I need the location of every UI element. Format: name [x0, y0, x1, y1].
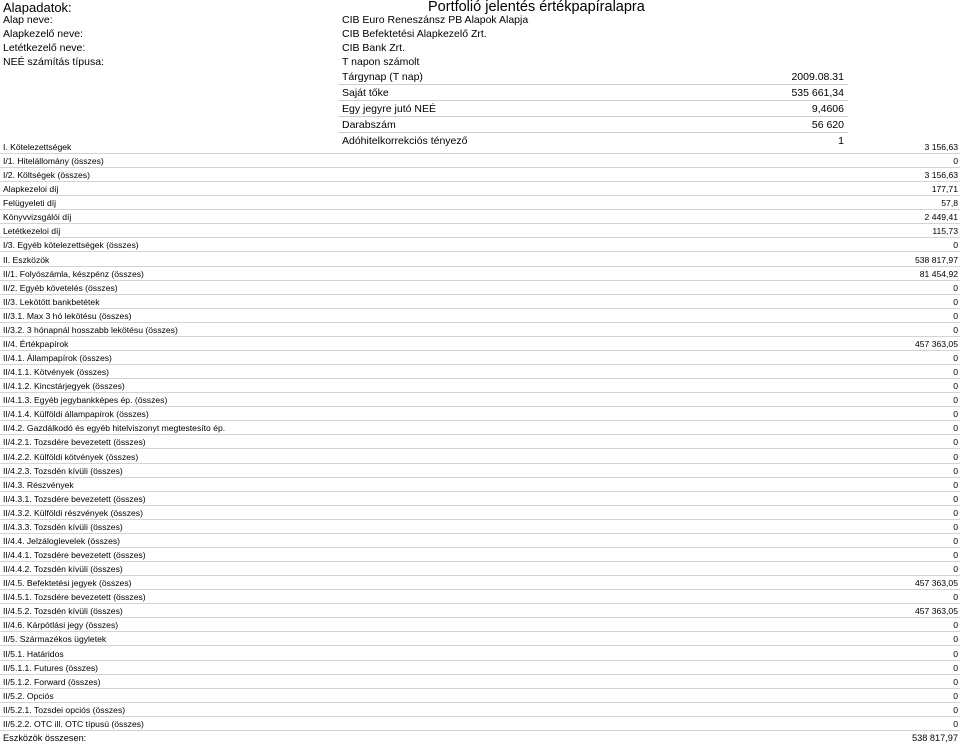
summary-row-date — [338, 69, 848, 85]
table-row — [0, 576, 960, 590]
summary-row-nav-per-unit — [338, 101, 848, 117]
row-value: 0 — [953, 634, 958, 645]
table-row — [0, 238, 960, 252]
table-row — [0, 450, 960, 464]
table-row — [0, 478, 960, 492]
row-label: II/3. Lekötött bankbetétek — [3, 296, 100, 307]
row-value: 0 — [953, 648, 958, 659]
table-row — [0, 675, 960, 689]
table-row — [0, 632, 960, 646]
row-value: 0 — [953, 620, 958, 631]
table-row — [0, 267, 960, 281]
row-label: II/4.3.2. Külföldi részvények (összes) — [3, 507, 143, 518]
table-row — [0, 337, 960, 351]
row-value: 538 817,97 — [912, 732, 958, 743]
row-value: 177,71 — [931, 184, 958, 195]
table-row — [0, 661, 960, 675]
table-row — [0, 647, 960, 661]
row-value: 0 — [953, 367, 958, 378]
row-value: 457 363,05 — [914, 338, 958, 349]
summary-label: Tárgynap (T nap) — [342, 71, 423, 83]
table-row — [0, 351, 960, 365]
field-label: Alapkezelő neve: — [3, 28, 83, 40]
row-value: 538 817,97 — [914, 254, 958, 265]
field-label: Alap neve: — [3, 14, 53, 26]
row-value: 0 — [953, 507, 958, 518]
row-value: 0 — [953, 690, 958, 701]
row-label: II/2. Egyéb követelés (összes) — [3, 282, 118, 293]
row-value: 0 — [953, 718, 958, 729]
row-value: 0 — [953, 564, 958, 575]
table-row — [0, 407, 960, 421]
row-label: I/3. Egyéb kötelezettségek (összes) — [3, 240, 139, 251]
row-value: 0 — [953, 662, 958, 673]
row-label: II/4.1. Állampapírok (összes) — [3, 353, 112, 364]
row-label: II/4.1.1. Kötvények (összes) — [3, 367, 110, 378]
row-label: II/4.5.2. Tozsdén kívüli (összes) — [3, 606, 123, 617]
row-value: 0 — [953, 521, 958, 532]
row-value: 81 454,92 — [919, 268, 958, 279]
row-label: II/4.4. Jelzáloglevelek (összes) — [3, 535, 121, 546]
row-value: 0 — [953, 240, 958, 251]
row-value: 0 — [953, 353, 958, 364]
table-row — [0, 365, 960, 379]
header-field-manager — [0, 27, 960, 42]
table-row — [0, 562, 960, 576]
table-row — [0, 520, 960, 534]
summary-value: 56 620 — [811, 119, 844, 131]
header-field-fund-name — [0, 13, 960, 28]
field-label: NEÉ számítás típusa: — [3, 56, 104, 68]
row-value: 0 — [953, 493, 958, 504]
row-label: II/5.2.2. OTC ill. OTC típusú (összes) — [3, 718, 144, 729]
row-value: 3 156,63 — [924, 142, 958, 152]
row-label: II/4.2.2. Külföldi kötvények (összes) — [3, 451, 139, 462]
row-value: 57,8 — [941, 198, 958, 209]
row-label: II/5.1.1. Futures (összes) — [3, 662, 99, 673]
row-label: II/5.2. Opciós — [3, 690, 54, 701]
row-label: Könyvvizsgálói díj — [3, 212, 72, 223]
table-row — [0, 618, 960, 632]
row-label: I/1. Hitelállomány (összes) — [3, 156, 104, 167]
table-row — [0, 604, 960, 618]
table-row — [0, 421, 960, 435]
row-label: Letétkezeloi díj — [3, 226, 61, 237]
field-value: CIB Euro Reneszánsz PB Alapok Alapja — [342, 14, 529, 26]
row-label: II/4.2. Gazdálkodó és egyéb hitelviszonyt megtestesíto ép. — [3, 423, 226, 434]
row-label: II/5.1.2. Forward (összes) — [3, 676, 101, 687]
table-row — [0, 295, 960, 309]
table-row — [0, 309, 960, 323]
row-value: 0 — [953, 676, 958, 687]
table-row — [0, 590, 960, 604]
row-label: II/4.1.2. Kincstárjegyek (összes) — [3, 381, 125, 392]
header-field-nav-type — [0, 55, 960, 70]
row-value: 0 — [953, 465, 958, 476]
row-value: 0 — [953, 704, 958, 715]
row-value: 0 — [953, 324, 958, 335]
row-value: 0 — [953, 296, 958, 307]
row-label: II/3.1. Max 3 hó lekötésu (összes) — [3, 310, 132, 321]
table-row — [0, 210, 960, 224]
page-title: Portfolió jelentés értékpapíralapra — [428, 0, 645, 15]
row-label: II/4.1.4. Külföldi állampapírok (összes) — [3, 409, 149, 420]
row-label: II/4.5.1. Tozsdére bevezetett (összes) — [3, 592, 146, 603]
row-value: 457 363,05 — [914, 606, 958, 617]
table-row — [0, 393, 960, 407]
row-label: II/3.2. 3 hónapnál hosszabb lekötésu (összes) — [3, 324, 178, 335]
summary-label: Egy jegyre jutó NEÉ — [342, 103, 436, 115]
field-value: CIB Befektetési Alapkezelő Zrt. — [342, 28, 487, 40]
table-row — [0, 281, 960, 295]
table-row — [0, 140, 960, 154]
summary-value: 535 661,34 — [791, 87, 844, 99]
table-row — [0, 717, 960, 731]
row-label: II/4.4.1. Tozsdére bevezetett (összes) — [3, 550, 146, 561]
row-value: 457 363,05 — [914, 578, 958, 589]
row-value: 0 — [953, 423, 958, 434]
row-label: II/4.2.1. Tozsdére bevezetett (összes) — [3, 437, 146, 448]
table-row — [0, 534, 960, 548]
row-value: 0 — [953, 156, 958, 167]
row-value: 0 — [953, 381, 958, 392]
header-field-custodian — [0, 41, 960, 56]
row-label: Alapkezeloi díj — [3, 184, 59, 195]
table-row — [0, 323, 960, 337]
row-label: II/1. Folyószámla, készpénz (összes) — [3, 268, 144, 279]
table-row — [0, 689, 960, 703]
section-label: Alapadatok: — [3, 0, 72, 15]
row-value: 3 156,63 — [924, 170, 958, 181]
row-label: Felügyeleti díj — [3, 198, 57, 209]
table-row — [0, 435, 960, 449]
table-row — [0, 464, 960, 478]
table-row — [0, 168, 960, 182]
row-value: 0 — [953, 479, 958, 490]
table-row — [0, 548, 960, 562]
table-row — [0, 703, 960, 717]
table-row — [0, 379, 960, 393]
row-value: 0 — [953, 310, 958, 321]
row-label: II/4.1.3. Egyéb jegybankképes ép. (összes) — [3, 395, 168, 406]
row-label: II/4.3. Részvények — [3, 479, 74, 490]
row-label: II/4.5. Befektetési jegyek (összes) — [3, 578, 132, 589]
table-row — [0, 224, 960, 238]
row-value: 0 — [953, 535, 958, 546]
row-label: I. Kötelezettségek — [3, 142, 72, 152]
table-row — [0, 506, 960, 520]
row-label: II/4. Értékpapírok — [3, 338, 69, 349]
row-label: Eszközök összesen: — [3, 732, 87, 743]
field-value: CIB Bank Zrt. — [342, 42, 406, 54]
row-value: 0 — [953, 437, 958, 448]
summary-value: 1 — [838, 135, 844, 147]
field-value: T napon számolt — [342, 56, 420, 68]
row-label: I/2. Költségek (összes) — [3, 170, 90, 181]
row-label: II/4.4.2. Tozsdén kívüli (összes) — [3, 564, 123, 575]
row-label: II/4.3.1. Tozsdére bevezetett (összes) — [3, 493, 146, 504]
row-label: II/4.6. Kárpótlási jegy (összes) — [3, 620, 119, 631]
row-value: 0 — [953, 409, 958, 420]
row-value: 0 — [953, 592, 958, 603]
summary-row-units — [338, 117, 848, 133]
summary-value: 2009.08.31 — [791, 71, 844, 83]
table-row — [0, 196, 960, 210]
summary-label: Adóhitelkorrekciós tényező — [342, 135, 468, 147]
row-label: II/5.1. Határidos — [3, 648, 64, 659]
summary-row-equity — [338, 85, 848, 101]
row-value: 115,73 — [932, 226, 958, 237]
row-value: 0 — [953, 282, 958, 293]
table-row — [0, 182, 960, 196]
row-label: II/5.2.1. Tozsdei opciós (összes) — [3, 704, 126, 715]
summary-label: Saját tőke — [342, 87, 389, 99]
table-row — [0, 492, 960, 506]
row-value: 0 — [953, 451, 958, 462]
row-value: 2 449,41 — [924, 212, 958, 223]
row-value: 0 — [953, 395, 958, 406]
row-label: II/4.2.3. Tozsdén kívüli (összes) — [3, 465, 123, 476]
row-label: II/4.3.3. Tozsdén kívüli (összes) — [3, 521, 123, 532]
row-label: II/5. Származékos ügyletek — [3, 634, 107, 645]
row-label: II. Eszközök — [3, 254, 50, 265]
summary-value: 9,4606 — [811, 103, 844, 115]
field-label: Letétkezelő neve: — [3, 42, 86, 54]
summary-label: Darabszám — [342, 119, 396, 131]
table-row — [0, 154, 960, 168]
table-row — [0, 253, 960, 267]
row-value: 0 — [953, 550, 958, 561]
